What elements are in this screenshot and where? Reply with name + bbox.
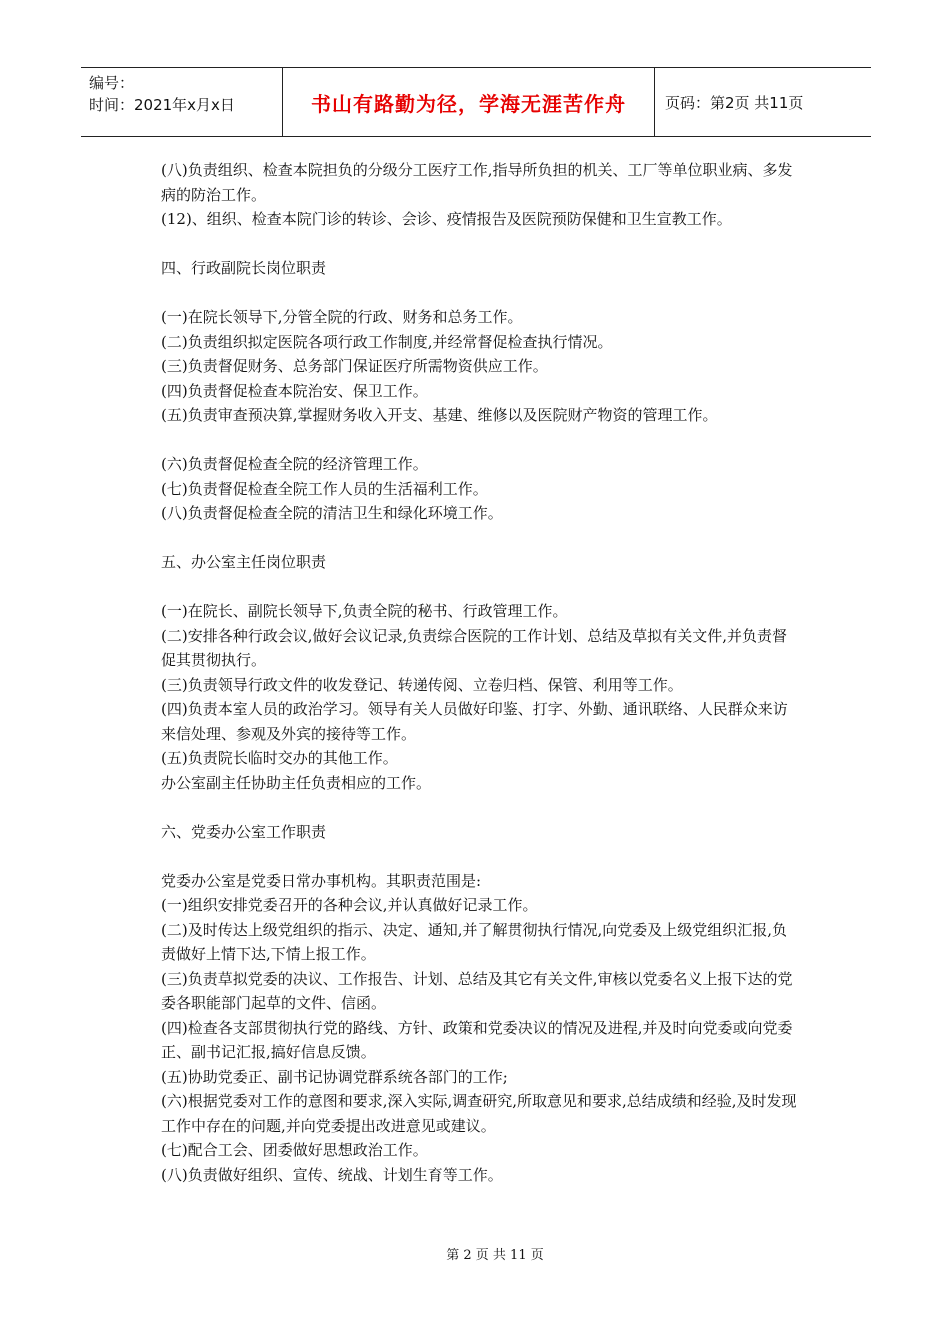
header-meta-cell xyxy=(81,68,283,136)
header-page-number: 页码：第2页 共11页 xyxy=(665,93,804,112)
paragraph: (12)、组织、检查本院门诊的转诊、会诊、疫情报告及医院预防保健和卫生宣教工作。 xyxy=(161,210,732,228)
paragraph: (三)负责领导行政文件的收发登记、转递传阅、立卷归档、保管、利用等工作。 xyxy=(161,675,683,694)
paragraph: (七)负责督促检查全院工作人员的生活福利工作。 xyxy=(161,479,488,498)
paragraph: (一)在院长、副院长领导下,负责全院的秘书、行政管理工作。 xyxy=(161,602,568,620)
paragraph: 党委办公室是党委日常办事机构。其职责范围是: xyxy=(161,871,482,890)
paragraph: (七)配合工会、团委做好思想政治工作。 xyxy=(161,1141,428,1159)
document-body xyxy=(161,158,801,1187)
paragraph: 四、行政副院长岗位职责 xyxy=(161,259,327,277)
paragraph-gap xyxy=(161,281,801,306)
paragraph-gap xyxy=(161,795,801,820)
number-label: 编号： xyxy=(89,74,135,92)
paragraph: 办公室副主任协助主任负责相应的工作。 xyxy=(161,773,432,792)
page-footer: 第 2 页 共 11 页 xyxy=(446,1248,544,1263)
paragraph-gap xyxy=(161,526,801,551)
header-motto: 书山有路勤为径，学海无涯苦作舟 xyxy=(283,68,655,136)
paragraph: (六)根据党委对工作的意图和要求,深入实际,调查研究,所取意见和要求,总结成绩和经验,及时发现工作中存在的问题,并向党委提出改进意见或建议。 xyxy=(161,1092,797,1135)
paragraph: (二)负责组织拟定医院各项行政工作制度,并经常督促检查执行情况。 xyxy=(161,332,613,351)
header-table xyxy=(81,67,871,137)
paragraph: (四)检查各支部贯彻执行党的路线、方针、政策和党委决议的情况及进程,并及时向党委或向党委正、副书记汇报,搞好信息反馈。 xyxy=(161,1018,793,1061)
paragraph: (八)负责做好组织、宣传、统战、计划生育等工作。 xyxy=(161,1165,503,1184)
paragraph: (五)负责审查预决算,掌握财务收入开支、基建、维修以及医院财产物资的管理工作。 xyxy=(161,406,718,424)
paragraph: (二)及时传达上级党组织的指示、决定、通知,并了解贯彻执行情况,向党委及上级党组织汇报,负责做好上情下达,下情上报工作。 xyxy=(161,920,788,963)
paragraph: (八)负责督促检查全院的清洁卫生和绿化环境工作。 xyxy=(161,504,503,522)
paragraph: (五)负责院长临时交办的其他工作。 xyxy=(161,749,398,767)
paragraph: (六)负责督促检查全院的经济管理工作。 xyxy=(161,455,428,473)
paragraph: (一)组织安排党委召开的各种会议,并认真做好记录工作。 xyxy=(161,896,538,914)
paragraph: 六、党委办公室工作职责 xyxy=(161,822,327,841)
paragraph: (三)负责草拟党委的决议、工作报告、计划、总结及其它有关文件,审核以党委名义上报下达的党委各职能部门起草的文件、信函。 xyxy=(161,969,793,1012)
paragraph-gap xyxy=(161,428,801,453)
paragraph-gap xyxy=(161,844,801,869)
paragraph: (三)负责督促财务、总务部门保证医疗所需物资供应工作。 xyxy=(161,357,548,375)
paragraph: (四)负责督促检查本院治安、保卫工作。 xyxy=(161,381,428,400)
paragraph-gap xyxy=(161,232,801,257)
paragraph: 五、办公室主任岗位职责 xyxy=(161,553,327,571)
paragraph: (一)在院长领导下,分管全院的行政、财务和总务工作。 xyxy=(161,308,523,326)
paragraph: (八)负责组织、检查本院担负的分级分工医疗工作,指导所负担的机关、工厂等单位职业病、多发病的防治工作。 xyxy=(161,161,793,204)
paragraph-gap xyxy=(161,575,801,600)
paragraph: (二)安排各种行政会议,做好会议记录,负责综合医院的工作计划、总结及草拟有关文件,并负责督促其贯彻执行。 xyxy=(161,626,788,669)
paragraph: (四)负责本室人员的政治学习。领导有关人员做好印鉴、打字、外勤、通讯联络、人民群众来访来信处理、参观及外宾的接待等工作。 xyxy=(161,700,788,743)
paragraph: (五)协助党委正、副书记协调党群系统各部门的工作; xyxy=(161,1067,508,1086)
date-label: 时间：2021年x月x日 xyxy=(89,96,235,114)
